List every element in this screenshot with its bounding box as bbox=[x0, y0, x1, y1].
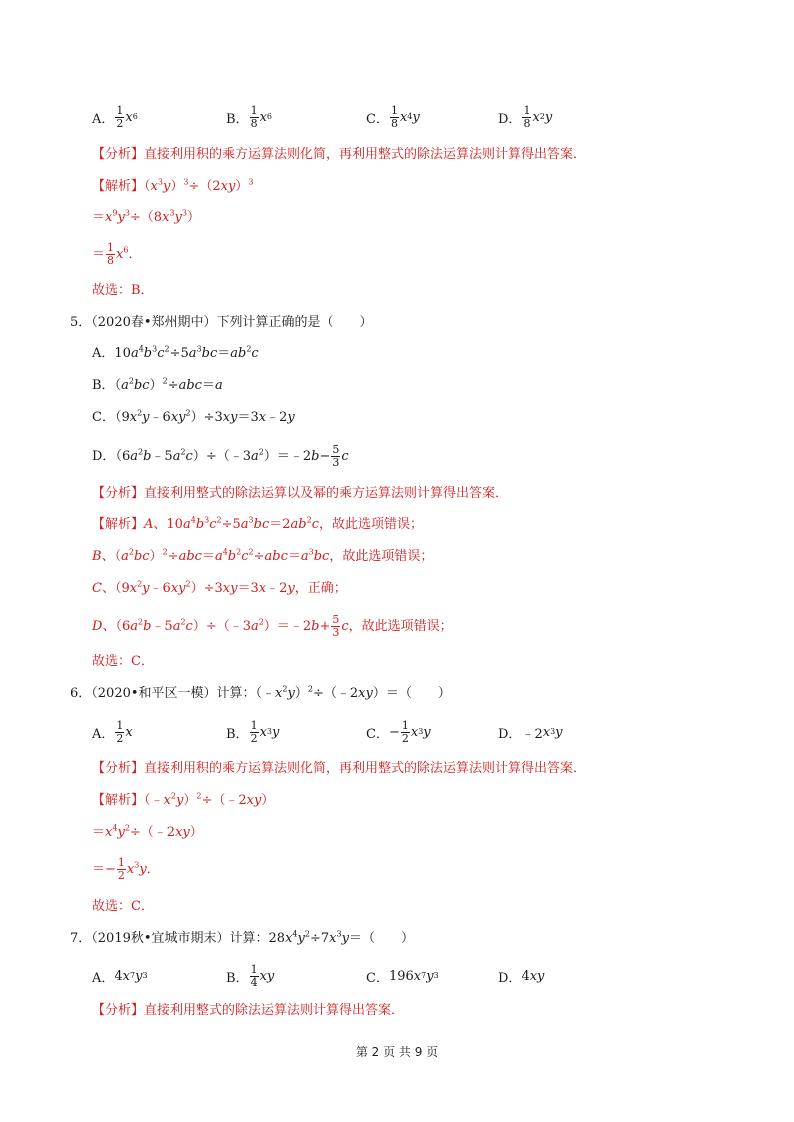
q7-stem: 7．（2019秋•宜城市期末）计算：$28x^4y^2\div 7x^3y=$（ ） bbox=[70, 929, 414, 946]
q5-option-a[interactable]: A．$10a^4b^3c^2\div 5a^3bc=ab^2c$ bbox=[92, 344, 259, 361]
q5-solution-a: 【解析】A、$10a^4b^3c^2\div 5a^3bc=2ab^2c$，故此选项错误； bbox=[92, 515, 423, 532]
q5-option-d[interactable]: D．$(6a^2b﹣5a^2c)\div(﹣3a^2)=﹣2b-$ $\frac{5}{3}$ c bbox=[92, 443, 349, 469]
q5-analysis: 【分析】直接利用整式的除法运算以及幂的乘方运算法则计算得出答案． bbox=[92, 486, 509, 501]
q4-option-b[interactable]: B． $\frac{1}{8}$ x 6 bbox=[226, 103, 272, 130]
q5-solution-b: B、$(a^2bc)^2\div abc=a^4b^2c^2\div abc=a^3bc$，故此选项错误； bbox=[92, 547, 434, 564]
q5-option-c[interactable]: C．$(9x^2y﹣6xy^2)\div 3xy=3x﹣2y$ bbox=[92, 408, 295, 425]
q6-analysis: 【分析】直接利用积的乘方运算法则化简，再利用整式的除法运算法则计算得出答案． bbox=[92, 761, 587, 776]
q6-option-c[interactable]: C． − $\frac{1}{2}$ x 3 y bbox=[366, 718, 431, 745]
page-footer: 第 2 页 共 9 页 bbox=[355, 1045, 439, 1059]
fraction: $\frac{1}{8}$ bbox=[523, 103, 531, 130]
q5-stem: 5．（2020春•郑州期中）下列计算正确的是（ ） bbox=[70, 315, 373, 330]
q4-option-c[interactable]: C． $\frac{1}{8}$ x 4 y bbox=[366, 103, 420, 130]
fraction: $\frac{1}{8}$ bbox=[390, 103, 398, 130]
q4-solution-line3: ＝ $\frac{1}{8}$ $x^6$． bbox=[92, 241, 142, 267]
q6-option-b[interactable]: B． $\frac{1}{2}$ x 3 y bbox=[226, 718, 280, 745]
q4-analysis: 【分析】直接利用积的乘方运算法则化简，再利用整式的除法运算法则计算得出答案． bbox=[92, 147, 587, 162]
q5-answer: 故选：C． bbox=[92, 654, 154, 669]
q6-solution-line2: $=x^4y^2\div(﹣2xy)$ bbox=[92, 823, 203, 840]
q5-option-b[interactable]: B．$(a^2bc)^2\div abc=a$ bbox=[92, 376, 223, 393]
q7-option-d[interactable]: D． 4 xy bbox=[498, 968, 545, 986]
q6-option-a[interactable]: A． $\frac{1}{2}$ x bbox=[92, 718, 133, 745]
q6-option-d[interactable]: D． ﹣2 x 3 y bbox=[498, 724, 563, 742]
q4-option-d[interactable]: D． $\frac{1}{8}$ x 2 y bbox=[498, 103, 553, 130]
q4-answer: 故选：B． bbox=[92, 283, 154, 298]
q7-analysis: 【分析】直接利用整式的除法运算法则计算得出答案． bbox=[92, 1003, 405, 1018]
q6-solution-line1: 【解析】$(﹣x^2y)^2\div(﹣2xy)$ bbox=[92, 791, 275, 808]
q7-option-c[interactable]: C． 196 x 7 y 3 bbox=[366, 968, 439, 986]
q4-solution-line2: $=x^9y^3\div(8x^3y^3)$ bbox=[92, 208, 200, 225]
q5-solution-c: C、$(9x^2y﹣6xy^2)\div 3xy=3x﹣2y$，正确； bbox=[92, 579, 347, 596]
q6-answer: 故选：C． bbox=[92, 899, 154, 914]
q4-option-a[interactable]: A． $\frac{1}{2}$ x 6 bbox=[92, 103, 138, 130]
q5-solution-d: D、$(6a^2b﹣5a^2c)\div(﹣3a^2)=﹣2b+$ $\frac{5}{3}$ c，故此选项错误； bbox=[92, 613, 453, 639]
q7-option-a[interactable]: A． 4 x 7 y 3 bbox=[92, 968, 148, 986]
q6-stem: 6．（2020•和平区一模）计算：$(﹣x^2y)^2\div(﹣2xy)=$（ ） bbox=[70, 684, 451, 701]
q7-option-b[interactable]: B． $\frac{1}{4}$ xy bbox=[226, 962, 275, 989]
fraction: $\frac{1}{2}$ bbox=[116, 103, 124, 130]
q6-solution-line3: ＝− $\frac{1}{2}$ $x^3y$． bbox=[92, 856, 160, 882]
fraction: $\frac{1}{8}$ bbox=[250, 103, 258, 130]
q4-solution-line1: 【解析】$(x^3y)^3\div(2xy)^3$ bbox=[92, 177, 254, 194]
